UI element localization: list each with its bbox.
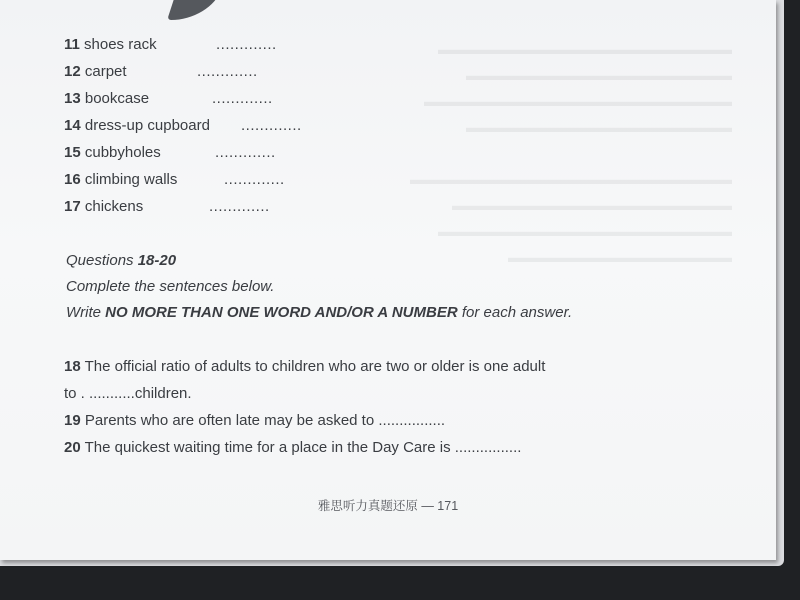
question-label: cubbyholes [84,144,161,161]
sentence-questions [64,356,545,464]
question-label: shoes rack [84,36,157,53]
section-heading [66,250,572,276]
question-20 [64,437,545,464]
question-number: 16 [64,171,81,188]
answer-blank: ............. [241,117,302,134]
answer-blank: ............. [209,198,270,215]
question-item-11 [64,34,394,61]
question-item-15 [64,142,394,169]
question-label: carpet [84,63,127,80]
question-item-12 [64,61,394,88]
question-list-11-17 [64,34,394,223]
instruction-line-1: Complete the sentences below. [66,278,275,295]
question-number: 12 [64,63,81,80]
question-label: dress-up cupboard [84,117,210,134]
answer-blank: ............. [212,90,273,107]
answer-blank: ............. [224,171,285,188]
question-number: 11 [64,36,80,53]
question-number: 13 [64,90,81,107]
question-item-13 [64,88,394,115]
instruction-line-2 [66,302,572,328]
question-text: The quickest waiting time for a place in the Day Care is ................ [84,439,522,456]
question-number: 19 [64,412,81,429]
question-text: Parents who are often late may be asked to ................ [84,412,446,429]
heading-range: 18-20 [137,252,177,269]
question-18-continuation: to . ...........children. [64,385,192,402]
question-19 [64,410,545,437]
question-number: 17 [64,198,81,215]
question-18 [64,356,545,383]
question-item-17 [64,196,394,223]
question-label: climbing walls [84,171,178,188]
instruction-prefix: Write [66,304,101,321]
decorative-quote-mark [167,0,221,20]
instructions-block [66,250,572,328]
question-label: bookcase [84,90,150,107]
page-footer: 雅思听力真题还原 — 171 [317,499,459,513]
question-item-16 [64,169,394,196]
answer-blank: ............. [215,144,276,161]
heading-prefix: Questions [66,252,134,269]
bleed-through-text: ▬▬▬▬▬▬▬▬▬▬▬▬▬▬▬▬▬▬▬▬▬ ▬▬▬▬▬▬▬▬▬▬▬▬▬▬▬▬▬▬▬ ▬▬▬▬▬▬▬▬▬▬▬▬▬▬▬▬▬▬▬▬▬▬ ▬▬▬▬▬▬▬▬▬▬▬▬▬▬▬▬▬▬▬ ▬▬▬▬▬▬▬▬▬▬▬▬▬▬▬▬▬▬▬▬▬▬▬ ▬▬▬▬▬▬▬▬▬▬▬▬▬▬▬▬▬▬▬▬ ▬▬▬▬▬▬▬▬▬▬▬▬▬▬▬▬▬▬▬▬▬ ▬▬▬▬▬▬▬▬▬▬▬▬▬▬▬▬ [410,41,732,265]
question-number: 20 [64,439,81,456]
question-label: chickens [84,198,144,215]
question-text: The official ratio of adults to children who are two or older is one adult [84,358,546,375]
question-number: 15 [64,144,81,161]
answer-blank: ............. [216,36,277,53]
answer-blank: ............. [197,63,258,80]
question-item-14 [64,115,394,142]
question-number: 14 [64,117,81,134]
instruction-bold: NO MORE THAN ONE WORD AND/OR A NUMBER [105,304,458,321]
instruction-suffix: for each answer. [461,304,573,321]
question-number: 18 [64,358,81,375]
